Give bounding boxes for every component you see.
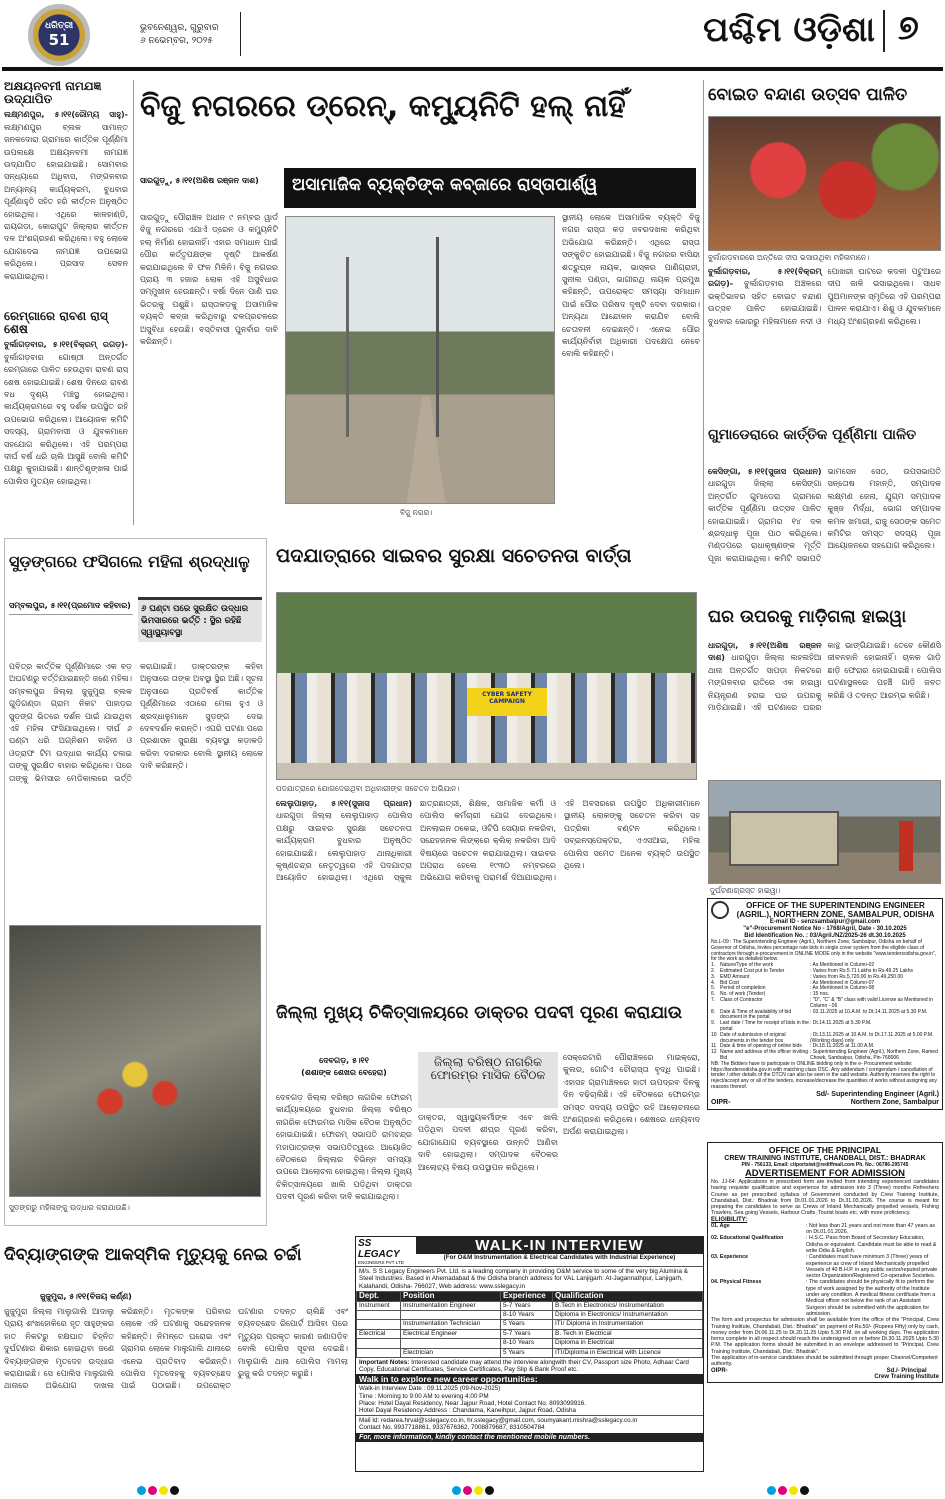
row-label: 04. Physical Fitness: [711, 1279, 762, 1286]
row-value: : Superintending Engineer (Agril.), Northern Zone, Ramed Chowk, Sambalpur, Odisha, Pin-768006: [810, 1049, 938, 1061]
eligibility-row: [711, 1254, 939, 1279]
walkin-subtitle: (For O&M Instrumentation & Electrical Candidates with Industrial Experience): [443, 1254, 676, 1261]
divyang-body: ଜୁଜୁମୁରା ଜିଲ୍ଲା ମାଲୁଗାଲି ଆଦାଲୁ ପ୍ରାୟ ଶଂଖହୋକିରେ ହୃତ ସାହୁଙ୍କର ହାତ ନିକଟରୁ ବକ୍ଷଘାତ ଚିହ୍ନିତ ଦୁର୍ଘଟଣାର ଶିକାର ହୋଇଥିବା ଜଣେ ଦିବ୍ୟାଙ୍ଗଙ୍କ ମୃତଦେହ ଉଦ୍ଧାର କରାଯାଇଛି। ସେ ପୋଲିସ ମାଲୁଗାଲି ଥାନାରେ ଅଭିଯୋଗ ଦାଖଲ କରିଛନ୍ତି। ମୃତକଙ୍କ ପରିବାର ଲୋକେ ଏହି ଘଟଣାକୁ ସନ୍ଦେହଜନକ କହିଛନ୍ତି। ନିମନ୍ତେ ଘରୋଇ ଏବଂ ଗ୍ରାମର ଲୋକେ ମାଲୁଗାଲି ଥାନାରେ ଏନେଇ ପ୍ରତିବାଦ କରିଛନ୍ତି। ପୋଲିସ ମୃତଦେହକୁ ବ୍ୟବଚ୍ଛେଦ ପାଇଁ ପଠାଇଛି। ଉପରୋକ୍ତ ଘଟଣାର ତଦନ୍ତ ଚାଲିଛି ଏବଂ ବ୍ୟବଚ୍ଛେଦ ରିପୋର୍ଟ ଆସିବା ପରେ ମୃତ୍ୟୁର ପ୍ରକୃତ କାରଣ ଜଣାପଡ଼ିବ ବୋଲି ପୋଲିସ ସୂଚନା ଦେଇଛି। ମାଲୁଗାଲି ଥାନା ପୋଲିସ ମାମଲା ରୁଜୁ କରି ତଦନ୍ତ କରୁଛି।: [4, 1307, 348, 1391]
crew-para2: The application of in-service candidates should be submitted through proper Channel/Competent authority.: [711, 1355, 938, 1368]
cyber-body: [276, 798, 700, 990]
body: ଲକ୍ଷ୍ମଣପୁର ବ୍ଲକ ସାମାନ୍ତ ଜନକଦୋରା ଗ୍ରାମରେ କାର୍ତ୍ତିକ ପୂର୍ଣ୍ଣିମା ଉପଲକ୍ଷେ ଅକ୍ଷୟନବମୀ ନାମଯଜ୍ଞ ଉଦ୍‌ଯାପିତ ହୋଇଯାଇଛି। ସୋମବାର ସନ୍ଧ୍ୟାରେ ଅଧିବାସ, ମଙ୍ଗଳବାର ଅନ୍ୟାନ୍ୟ କାର୍ଯ୍ୟକ୍ରମ, ବୁଧବାର ପୂର୍ଣ୍ଣାହୁତି ସହିତ ହରି କୀର୍ତ୍ତନ ଅନୁଷ୍ଠିତ ହୋଇଥିଲା। ଏଥିରେ କାଳହାଣ୍ଡି, ରାୟଗଡ଼ା, କୋରାପୁଟ ଜିଲ୍ଲାର କୀର୍ତ୍ତନ ଦଳ ଅଂଶଗ୍ରହଣ କରିଥିଲେ। ବହୁ ଲୋକେ ଯୋଗଦେଇ ନାମଯଜ୍ଞ ଉପଭୋଗ କରିଥିଲେ। ପ୍ରସାଦ ସେବନ କରାଯାଇଥିଲା।: [4, 122, 128, 281]
crew-sign2: Crew Training Institute: [874, 1373, 939, 1380]
section-title: ପଶ୍ଚିମ ଓଡ଼ିଶା: [703, 10, 875, 50]
row-value: : As Mentioned in Column-02: [810, 962, 875, 969]
row-label: 01. Age: [711, 1222, 730, 1229]
cyber-rally-photo: [276, 592, 697, 780]
row-value: : Varies from Rs.5,720.00 to Rs.49,250.00: [810, 973, 904, 980]
table-row: [357, 1339, 703, 1348]
boita-headline: ବୋଇତ ବନ୍ଦାଣ ଉତ୍ସବ ପାଳିତ: [708, 85, 908, 105]
cell-position: Instrumentation Engineer: [401, 1301, 501, 1310]
photo-caption: ସୁଡ଼ଙ୍ଗରୁ ମହିଳାଙ୍କୁ ଉଦ୍ଧାର କରାଯାଉଛି।: [9, 1203, 130, 1212]
doctor-body-left: ଦେବଗଡ଼ ଜିଲ୍ଲା ବରିଷ୍ଠ ନାଗରିକ ଫୋରମ୍ କାର୍ଯ୍ୟାଳୟରେ ବୁଧବାର ଜିଲ୍ଲା ବରିଷ୍ଠ ନାଗରିକ ଫୋରମର ମାସିକ ବୈଠକ ଅନୁଷ୍ଠିତ ହୋଇଯାଇଛି। ଫୋରମ୍ ସଭାପତି ରାମଚନ୍ଦ୍ର ମହାପାତ୍ରଙ୍କ ସଭାପତିତ୍ୱରେ ଆୟୋଜିତ ବୈଠକରେ ଜିଲ୍ଲାର ବିଭିନ୍ନ ସମସ୍ୟା ଉପରେ ଆଲୋଚନା ହୋଇଥିଲା। ଜିଲ୍ଲା ମୁଖ୍ୟ ଚିକିତ୍ସାଳୟରେ ଖାଲି ପଡ଼ିଥିବା ଡାକ୍ତର ପଦବୀ ପୂରଣ କରିବା ଦାବି କରାଯାଇଥିଲା।: [276, 1093, 412, 1202]
row-label: Nature/Type of the work: [720, 962, 774, 969]
logo-text: ଧରିତ୍ରୀ: [44, 21, 74, 31]
walkin-address: Hotel Dayal Residency Address : Chandama, Kaneihpur, Jajpur Road, Odisha: [359, 1407, 577, 1415]
crew-oipr: OIPR-: [711, 1367, 728, 1374]
row-label: Date of submission of original documents in the tender box: [720, 1031, 786, 1044]
cell-position: Electrical Engineer: [401, 1329, 501, 1338]
story-rasa: [4, 310, 128, 522]
boita-body: [708, 266, 941, 422]
reporter: (ଶଶାଙ୍କ ଶେଖର ବେହେରା): [301, 1068, 387, 1077]
row-label: Date & Time of availability of bid document in the portal: [720, 1008, 792, 1021]
headline: ରେମ୍‌ଗାରେ ରାବଣ ରାସ୍ ଶେଷ: [4, 309, 108, 337]
row-num: 10: [711, 1031, 717, 1038]
hyva-photo: [708, 780, 941, 884]
cyber-banner: CYBER SAFETY CAMPAIGN: [467, 688, 547, 716]
row-label: Name and address of the officer inviting Bid: [720, 1049, 809, 1061]
row-num: 9.: [711, 1020, 716, 1027]
walkin-mail: Mail Id: redarea.hrval@sslegacy.co.in, hr.sslegacy@gmail.com, soumyakant.mishra@sslegacy.co.in: [359, 1417, 638, 1425]
body: ଧାରଗୁଡ଼ା ଜିଲ୍ଲା କେସିଙ୍ଗା ଅନ୍ତର୍ଗତ ଗୁମାଡେରା ଗ୍ରାମରେ କାର୍ତ୍ତିକ ପୂର୍ଣ୍ଣିମା ଉତ୍ସବ ପାଳିତ ହୋଇଯାଇଛି। ଗ୍ରାମର ୧୪ ଦଳ ଶ୍ରଦ୍ଧାଳୁ ପୂଜା ପାଠ କରିଥିଲେ। ମଣ୍ଡପରେ ରାଧାକୃଷ୍ଣଙ୍କ ମୂର୍ତ୍ତି ପୂଜା କରାଯାଇଥିଲା। କମିଟି ସଭାପତି ଭାମସେନ ସେଠ, ଉପସଭାପତି ସନ୍ତୋଷ ମହାନ୍ତି, ସମ୍ପାଦକ ଲକ୍ଷ୍ମଣ ଜେନା, ଯୁଗ୍ମ ସମ୍ପାଦକ କୁଞ୍ଜ ମିର୍ଦ୍ଧା, ଭୋଗ ସମ୍ପାଦକ କମଳ ଖମାରୀ, ରାଜୁ ସେଠଙ୍କ ସମେତ କମିଟିର ସମସ୍ତ ସଦସ୍ୟ ପୂଜା ଆୟୋଜନରେ ସହଯୋଗ କରିଥିଲେ।: [708, 467, 941, 563]
cell-qualification: ITI/Diploma in Electrical with Licence: [553, 1348, 703, 1357]
notes-label: Important Notes:: [359, 1359, 410, 1367]
sudanga-rescue-photo: [9, 925, 261, 1197]
walkin-date: Walk-in Interview Date : 09.11.2025 (09-Nov-2025): [359, 1385, 501, 1393]
row-label: Last date / Time for receipt of bids in the portal: [720, 1020, 809, 1032]
row-label: Bid Cost: [720, 979, 739, 986]
cell-dept: [357, 1348, 401, 1357]
walkin-title: WALK-IN INTERVIEW: [416, 1237, 703, 1254]
story-sudanga: [4, 538, 267, 1226]
body: ବୁର୍ଲାଗଡ଼ବାର ଗୋଷ୍ଠୀ ଅନ୍ତର୍ଗତ ରେମ୍‌ଗାରେ ପାଳିତ ହେଉଥିବା ରାବଣ ରାସ୍ ଶେଷ ହୋଇଯାଇଛି। ଶେଷ ଦିନରେ ରାବଣ ବଧ ଦୃଶ୍ୟ ମଞ୍ଚସ୍ଥ ହୋଇଥିଲା। କାର୍ଯ୍ୟକ୍ରମରେ ବହୁ ଦର୍ଶକ ଉପସ୍ଥିତ ରହି ଉପଭୋଗ କରିଥିଲେ। ଆୟୋଜକ କମିଟି ସଦସ୍ୟ, ଗ୍ରାମବାସୀ ଓ ଯୁବକମାନେ ସହଯୋଗ କରିଥିଲେ। ଏହି ପରମ୍ପରା ଦୀର୍ଘ ବର୍ଷ ଧରି ଚାଲି ଆସୁଛି ବୋଲି କମିଟି ପକ୍ଷରୁ କୁହାଯାଇଛି। ଶାନ୍ତିଶୃଙ୍ଖଳା ପାଇଁ ପୋଲିସ ମୁତୟନ ହୋଇଥିଲା।: [4, 352, 128, 486]
cyber-photo-caption: ପଦଯାତ୍ରାରେ ଯୋଗଦେଇଥିବା ଅଧିକାରୀଙ୍କ ସଚେତନ ଅଭିଯାନ।: [276, 784, 460, 793]
col-dept: Dept.: [357, 1292, 401, 1301]
walkin-footer: For, more information, kindly contact the mentioned mobile numbers.: [356, 1433, 703, 1442]
row-value: : "D", "C" & "B" class with valid License as Mentioned in Column - 06: [810, 996, 933, 1009]
dateline: ବୁର୍ଲାଗଡ଼ବାର, ୫।୧୧(ବିକ୍ରମ୍ ରଗଡ଼)-: [4, 340, 128, 350]
logo-years: 51: [48, 31, 70, 49]
cell-position: Electrician: [401, 1348, 501, 1357]
boita-photo-caption: ବୁର୍ଲାଗଡ଼ବାରରେ ଅନ୍ତିରେ ଦୀପ ଭସାଉଥିବା ମହିଳାମାନେ।: [708, 253, 870, 262]
headline: ସୁଡ଼ଙ୍ଗରେ ଫସିଗଲେ ମହିଳା ଶ୍ରଦ୍ଧାଳୁ: [9, 552, 250, 571]
cell-qualification: B.Tech in Electronics/ Instrumentation: [553, 1301, 703, 1310]
tender-row: [711, 998, 939, 1010]
walkin-intro: M/s. S S Legacy Engineers Pvt. Ltd. is a leading company in providing O&M service to some of the very big Alumina & Steel Industries. Based in Ahemadabad & the Odisha branch address for VAL Lanjigarh: At-Jagannathpur, Lanjigarh, Kalahandi, Odisha- 766027, Web address: www.sslegacy.in: [356, 1266, 703, 1291]
tender-oipr: OIPR-: [711, 1098, 731, 1106]
doctor-body-mid: ଡାକ୍ତର, ସ୍ୱାସ୍ଥ୍ୟକର୍ମୀଙ୍କ ଏବେ ଖାଲି ପଡ଼ିଥିବା ପଦବୀ ଶୀଘ୍ର ପୂରଣ କରିବା, ଯୋଗାଯୋଗ ବ୍ୟବସ୍ଥାରେ ଉନ୍ନତି ଆଣିବା ଦାବି ହୋଇଥିଲା। ସମ୍ପାଦକ ବୈଠକର ଆଲୋଚ୍ୟ ବିଷୟ ଉପସ୍ଥାପନ କରିଥିଲେ।: [418, 1113, 558, 1172]
tender-advertisement: [707, 898, 943, 1110]
walkin-cta: Walk in to explore new career opportunities:: [356, 1374, 703, 1384]
walkin-time: Time : Morning to 9:00 AM to evening 4:00 PM: [359, 1392, 489, 1400]
dateline: ଲେଲୁପାହାଡ଼, ୫।୧୧(ସୁଜାସ ପ୍ରଧାନ): [276, 799, 412, 808]
cell-qualification: ITI/ Diploma in Instrumentation: [553, 1320, 703, 1329]
row-value: : The candidates should be physically fit to perform the type of work assigned by the authority of the Institute under any condition. A medical fitness certificate from a Medical officer not below the rank of an Assistant Surgeon should be submitted with the application for admission.: [806, 1279, 936, 1317]
cell-experience: 8-10 Years: [501, 1311, 553, 1320]
body: ଧାରଗୁଡ଼ା ଜିଲ୍ଲା ଲହଲହିଆ ଥାନା ଅନ୍ତର୍ଗତ ସାପଡ଼ା ନିକଟରେ ମଙ୍ଗଳବାର ରାତିରେ ଏକ ହାଇୱା ନିୟନ୍ତ୍ରଣ ହରାଇ ଘର ଉପରକୁ ମାଡ଼ିଯାଇଛି। ଏହି ଘଟଣାରେ ଘରର କାନ୍ଥ ଭାଙ୍ଗିଯାଇଛି। ତେବେ କୌଣସି ଜୀବନହାନି ହୋଇନାହିଁ। ଚାଳକ ଗାଡ଼ି ଛାଡ଼ି ଫେରାର ହୋଇଯାଇଛି। ପୋଲିସ ଘଟଣାସ୍ଥଳରେ ପହଞ୍ଚି ଗାଡ଼ି ଜବତ କରିଛି ଓ ତଦନ୍ତ ଆରମ୍ଭ କରିଛି।: [708, 641, 941, 713]
biju-body-right: ସ୍ଥାନୀୟ ଲୋକେ ଅସାମାଜିକ ବ୍ୟକ୍ତି ବିଜୁ ନଗର ରାସ୍ତା କଡ଼ ଜବରଦଖଲ କରିଥିବା ଅଭିଯୋଗ କରିଛନ୍ତି। ଏଥିରେ ରାସ୍ତା ସଙ୍କୁଚିତ ହୋଇଯାଇଛି। ବିଜୁ ନଗରର ବାସିନ୍ଦା ଶତ୍ରୁଘ୍ନ ନାୟକ, ଭାସ୍କର ପାଣିଗ୍ରାହୀ, ସୁନୀଲ ପଣ୍ଡା, ଭାଗୀରଥି ନାୟକ ପ୍ରମୁଖ କହିଛନ୍ତି, ଉପରୋକ୍ତ ସମସ୍ୟା ସମାଧାନ ପାଇଁ ପୌର ପରିଷଦ ଦୃଷ୍ଟି ଦେବା ଦରକାର। ଅନ୍ୟଥା ଆନ୍ଦୋଳନ କରାଯିବ ବୋଲି ଚେତାବନୀ ଦେଇଛନ୍ତି। ଏନେଇ ପୌର କାର୍ଯ୍ୟନିର୍ବାହୀ ଅଧିକାରୀ ପଦକ୍ଷେପ ନେବେ ବୋଲି କହିଛନ୍ତି।: [562, 213, 700, 359]
row-value: : H.S.C. Pass from Board of Secondary Education, Odisha or equivalent. Candidate must be able to read & write Odia & English.: [806, 1235, 937, 1254]
doctor-headline: ଜିଲ୍ଲା ମୁଖ୍ୟ ଚିକିତ୍ସାଳୟରେ ଡାକ୍ତର ପଦବୀ ପୂରଣ କରାଯାଉ: [276, 1003, 683, 1023]
crew-contact: PIN - 756133, Email: ctiportsiwt@rediffmail.com Ph. No.: 06786-295745: [741, 1162, 909, 1168]
row-value: : 15 nos.: [810, 991, 830, 998]
table-row: [357, 1320, 703, 1329]
crew-rows: [711, 1223, 939, 1317]
sslegacy-logo: SS LEGACY: [358, 1238, 400, 1260]
crew-advertisement: [707, 1142, 943, 1383]
doctor-box-title: ଜିଲ୍ଲା ବରିଷ୍ଠ ନାଗରିକ ଫୋରମ୍‌ର ମାସିକ ବୈଠକ: [418, 1052, 558, 1108]
row-num: 8.: [711, 1008, 716, 1015]
biju-photo: [285, 216, 555, 504]
row-value: : Not less than 21 years and not more than 47 years as on Dt.01.01.2026.: [806, 1222, 935, 1236]
body: ପବିତ୍ର କାର୍ତ୍ତିକ ପୂର୍ଣ୍ଣିମାରେ ଏକ ବଡ଼ ଅଘଟଣରୁ ବର୍ତ୍ତିଯାଇଛନ୍ତି ଜଣେ ମହିଳା। ସମ୍ବଲପୁର ଜିଲ୍ଲା ଜୁଜୁମୁରା ବ୍ଲକ ଗୁଡ଼ିଗଣ୍ଡା ଗ୍ରାମ ନିକଟ ପାହାଡ଼ର ସୁଡ଼ଙ୍ଗ ଭିତରେ ଦର୍ଶନ ପାଇଁ ଯାଇଥିବା ଏହି ମହିଳା ଫସିଯାଇଥିଲେ। ଦୀର୍ଘ ୬ ଘଣ୍ଟା ଧରି ଅଗ୍ନିଶମ ବାହିନୀ ଓ ଓଡ୍ରାଫ ଟିମ ଉଦ୍ଧାର କାର୍ଯ୍ୟ ଚଳାଇ ତାଙ୍କୁ ସୁରକ୍ଷିତ ବାହାର କରିଥିଲେ। ପରେ ତାଙ୍କୁ ଭିମସାର ମେଡିକାଲରେ ଭର୍ତ୍ତି କରାଯାଇଛି। ଡାକ୍ତରଙ୍କ କହିବା ଅନୁସାରେ ତାଙ୍କ ଅବସ୍ଥା ସ୍ଥିର ଅଛି। ସୂଚନା ଅନୁସାରେ ପ୍ରତିବର୍ଷ କାର୍ତ୍ତିକ ପୂର୍ଣ୍ଣିମାରେ ଏଠାରେ ମେଳା ହୁଏ ଓ ଶ୍ରଦ୍ଧାଳୁମାନେ ସୁଡ଼ଙ୍ଗ ଦେଇ ଦେବଦର୍ଶନ କରନ୍ତି। ଏପରି ଘଟଣା ପରେ ପ୍ରଶାସନ ସୁରକ୍ଷା ବ୍ୟବସ୍ଥା କଡ଼ାକଡ଼ି କରିବା ଦରକାର ବୋଲି ସ୍ଥାନୀୟ ଲୋକେ ଦାବି କରିଛନ୍ତି।: [9, 662, 263, 783]
print-registration-marks: [0, 1483, 945, 1495]
dateline: ସମ୍ବଲପୁର, ୫।୧୧(ପ୍ରମୋଦ କହିବାର): [9, 601, 133, 615]
eligibility-row: [711, 1235, 939, 1254]
boita-photo: [708, 116, 941, 251]
divyang-dateline: ଜୁଜୁମୁରା, ୫।୧୧(ବିଜୟ କର୍ଣ୍ଣ): [40, 1292, 132, 1301]
cell-qualification: Diploma in Electrical: [553, 1339, 703, 1348]
walkin-table: [356, 1291, 703, 1358]
row-value: : Dt.13.11.2025 at 10 A.M. to Dt.17.11.2025 at 5.00 P.M. (Working days) only: [810, 1031, 934, 1044]
row-label: Estimated Cost put to Tender: [720, 967, 785, 974]
issue-date: ୬ ନଭେମ୍ବର, ୨୦୨୫: [140, 36, 213, 46]
cell-position: [401, 1339, 501, 1348]
cell-dept: [357, 1320, 401, 1329]
tender-email: E-mail ID - senzsambalpur@gmail.com: [769, 919, 881, 925]
dateline: ବୁର୍ଲାଗଡ଼ବାର, ୫।୧୧(ବିକ୍ରମ୍ ରଗଡ଼)-: [708, 267, 822, 289]
crew-title2: CREW TRAINING INSTITUTE, CHANDBALI, DIST.: BHADRAK: [724, 1155, 926, 1162]
col-position: Position: [401, 1292, 501, 1301]
row-num: 5.: [711, 985, 716, 992]
cell-qualification: Diploma in Electronics/ Instrumentation: [553, 1311, 703, 1320]
row-value: : Varies from Rs.5.71 Lakhs to Rs.49.25 Lakhs: [810, 967, 914, 974]
hyva-headline: ଘର ଉପରକୁ ମାଡ଼ିଗଲା ହାଇୱା: [708, 607, 907, 627]
odisha-emblem-icon: [711, 901, 729, 919]
tender-intro: No.L-09 : The Superintending Engineer (Agril.), Northern Zone, Sambalpur, Odisha on behalf of Governor of Odisha, invites percentage rate bids in single cover system from the eligible class of contractors through e-procurement in ONLINE MODE only in the website "www.tendersodisha.gov.in", for the work as detailed below.: [711, 939, 937, 963]
row-num: 6.: [711, 991, 716, 998]
walkin-place: Place: Hotel Dayal Residency, Near Jajpur Road, Hotel Contact No. 8093099916.: [359, 1399, 587, 1407]
place-day: ଭୁବନେଶ୍ୱର, ଗୁରୁବାର: [140, 23, 219, 33]
cell-experience: 5-7 Years: [501, 1329, 553, 1338]
hyva-photo-caption: ଦୁର୍ଘଟଣାଗ୍ରସ୍ତ ହାଇୱା।: [710, 886, 781, 895]
header-rule: [2, 67, 943, 71]
tender-bid-id: Bid Identification No. : 03/Agril./NZ/2025-26 dt.30.10.2025: [744, 933, 906, 939]
tender-notice: "e"-Procurement Notice No - 1768/Agril, Date - 30.10.2025: [743, 926, 907, 932]
row-num: 11: [711, 1043, 717, 1050]
highlight-box: [138, 597, 262, 642]
cell-experience: 5 Years: [501, 1348, 553, 1357]
row-value: : As Mentioned in Column-07: [810, 979, 875, 986]
table-row: [357, 1348, 703, 1357]
gumadera-headline: ଗୁମାଡେରାରେ କାର୍ତ୍ତିକ ପୂର୍ଣ୍ଣିମା ପାଳିତ: [708, 427, 917, 443]
body: ଧାରଗୁଡ଼ା ଜିଲ୍ଲା ଲେଲୁପାହାଡ଼ ପୋଲିସ ପକ୍ଷରୁ ସାଇବର ସୁରକ୍ଷା ସଚେତନତା କାର୍ଯ୍ୟକ୍ରମ ବୁଧବାର ଅନୁଷ୍ଠିତ ହୋଇଯାଇଛି। ଲେଲୁପାହାଡ଼ ଥାନାଧିକାରୀ କୃଷ୍ଣଚନ୍ଦ୍ର ନେତୃତ୍ୱରେ ଏହି ପଦଯାତ୍ରା ଆୟୋଜିତ ହୋଇଥିଲା। ଏଥିରେ ସ୍କୁଲ ଛାତ୍ରଛାତ୍ରୀ, ଶିକ୍ଷକ, ସାମାଜିକ କର୍ମୀ ଓ ପୋଲିସ କର୍ମଚାରୀ ଯୋଗ ଦେଇଥିଲେ। ଅନଲାଇନ ଠକେଇ, ଓଟିପି ସେୟାର ନକରିବା, ସନ୍ଦେହଜନକ ଲିଙ୍କ୍‌ରେ କ୍ଲିକ୍ ନକରିବା ଆଦି ବିଷୟରେ ସଚେତନ କରାଯାଇଥିଲା। ସାଇବର ଅପରାଧ ହେଲେ ୧୯୩୦ ନମ୍ବରରେ ଅଭିଯୋଗ କରିବାକୁ ପରାମର୍ଶ ଦିଆଯାଇଥିଲା। ଏହି ଅବସରରେ ଉପସ୍ଥିତ ଅଧିକାରୀମାନେ ସ୍ଥାନୀୟ ଲୋକଙ୍କୁ ସଚେତନ କରିବା ସହ ପତ୍ରିକା ବଣ୍ଟନ କରିଥିଲେ। ସବ୍‌ଇନସ୍ପେକ୍ଟର, ଏଏସଆଇ, ମହିଳା ପୋଲିସ ସମେତ ଅନେକ ବ୍ୟକ୍ତି ଉପସ୍ଥିତ ଥିଲେ।: [276, 799, 700, 883]
highlight-1: ୬ ଘଣ୍ଟା ପରେ ସୁରକ୍ଷିତ ଉଦ୍ଧାର: [141, 604, 249, 614]
row-value: : 03.11.2025 at 10.A.M. to Dt.14.11.2025 at 5.30 P.M.: [810, 1008, 928, 1015]
dateline-header: [140, 22, 219, 48]
row-value: : Dt.18.11.2025 at 11.00 A.M.: [810, 1043, 875, 1050]
cell-dept: [357, 1339, 401, 1348]
table-row: [357, 1311, 703, 1320]
biju-subhead: ଅସାମାଜିକ ବ୍ୟକ୍ତିଙ୍କ କବ୍ଜାରେ ରାସ୍ତାପାର୍ଶ୍ୱ: [284, 168, 696, 208]
dateline: ଲକ୍ଷ୍ମଣପୁର, ୫।୧୧(ରୌମ୍ୟ ସାହୁ)-: [4, 110, 128, 120]
headline: ଅକ୍ଷୟନବମୀ ନାମଯଜ୍ଞ ଉଦ୍‌ଯାପିତ: [4, 79, 102, 107]
crew-eligibility-label: ELIGIBILITY:: [711, 1216, 748, 1223]
row-label: Date & time of opening of online bids: [720, 1043, 802, 1050]
biju-photo-caption: ବିଜୁ ନଗର।: [400, 508, 433, 517]
crew-title1: OFFICE OF THE PRINCIPAL: [768, 1145, 882, 1155]
biju-body-left: ସାରଗୁଡ଼ୁ ପୌରାଞ୍ଚଳ ଅଧୀନ ୯ ନମ୍ବର ୱାର୍ଡ ବିଜୁ ନଗରରେ ଏଯାଏଁ ଡ୍ରେନ ଓ କମ୍ୟୁନିଟି ହଲ୍ ନିର୍ମାଣ ହୋଇନାହିଁ। ଏହାର ସମାଧାନ ପାଇଁ ପୌର କର୍ତ୍ତୃପକ୍ଷଙ୍କ ଦୃଷ୍ଟି ଆକର୍ଷଣ କରାଯାଇଥିଲେ ବି ଫଳ ମିଳିନି। ବିଜୁ ନଗରର ପ୍ରାୟ ୩ ହଜାର ଲୋକ ଏହି ଅସୁବିଧାର ସମ୍ମୁଖୀନ ହେଉଛନ୍ତି। ବର୍ଷା ଦିନେ ପାଣି ଘର ଭିତରକୁ ପଶୁଛି। ରାସ୍ତାକଡ଼କୁ ଅସାମାଜିକ ବ୍ୟକ୍ତି କବ୍ଜା କରିଥିବାରୁ ଚଳପ୍ରଚଳରେ ଅସୁବିଧା ହେଉଛି। ବସ୍ତିବାସୀ ପୁନର୍ବାର ଦାବି କରିଛନ୍ତି।: [140, 213, 278, 347]
row-label: No. of work (Tender): [720, 991, 766, 998]
tender-rows: [711, 963, 939, 1062]
tender-nb: NB: The Bidders have to participate in ONLINE bidding only in the e- Procurement website: https://tendersodisha.gov.in with matching class DSC. Any addendum / corrigendum / cancellation of tender / other details of the DTCN can also be seen in the said website. Authority reserves the right to reject/accept any or all of the tenders, increase/decrease the quantities of works without assigning any reasons thereof.: [711, 1060, 937, 1090]
biju-dateline: ସାରଗୁଡ଼ୁ, ୫।୧୧(ଅଶିଷ ରଞ୍ଜନ ଦାଶ): [140, 176, 259, 185]
dateline: ଦେବଗଡ଼, ୫।୧୧: [319, 1056, 369, 1065]
row-label: EMD Amount: [720, 973, 750, 980]
tender-sign1: Sd/- Superintending Engineer (Agril.): [816, 1090, 939, 1098]
cell-qualification: B. Tech in Electrical: [553, 1329, 703, 1338]
crew-intro: No. JJ-64: Applications in prescribed form are invited from intending experienced candidates having requisite qualification and experience for admission into 3 (Three) months Refreshers Course as per prescribed syllabus of Government conducted by Crew Training Institute, Chandabali, Dist.: Bhadrak from Dt.01.01.2026 to Dt.31.03.2026. The course is meant for preparing the candidates to serve as Crews of Inland Mechanically propelled vessels, Fishing Trawlers, Sea going Vessels, Harbour Crafts, Tourist boats etc. with more proficiency.: [711, 1179, 939, 1217]
crew-para1: The form and prospectus for admission shall be available from the office of the "Principal, Crew Training Institute, Chandabali, Dist.: Bhadrak" on payment of Rs.50/- (Rupees Fifty) only by cash, money order from Dt.06.11.25 to Dt.20.11.25 Upto 5.30 P.M. on all working days. The application forms complete in all respect should reach the undersigned on or before Dt.30.11.2025 Upto 5.30 P.M. The application forms should be submitted in an envelope addressed to "Principal, Crew Training Institute, Chandabali, Dist.: Bhadrak".: [711, 1317, 939, 1355]
cell-experience: 5 Years: [501, 1320, 553, 1329]
col-qualification: Qualification: [553, 1292, 703, 1301]
gumadera-body: [708, 466, 941, 602]
walkin-advertisement: [355, 1236, 704, 1472]
row-num: 12: [711, 1049, 717, 1056]
row-label: Period of completion: [720, 985, 766, 992]
cell-experience: 8-10 Years: [501, 1339, 553, 1348]
row-num: 3.: [711, 973, 716, 980]
crew-title3: ADVERTISEMENT FOR ADMISSION: [744, 1168, 906, 1179]
walkin-phones: Contact No. 9937718861, 9337676362, 7008879687, 8310504784: [359, 1424, 545, 1432]
cell-experience: 5-7 Years: [501, 1301, 553, 1310]
hyva-body: [708, 640, 941, 776]
cell-position: Instrumentation Technician: [401, 1320, 501, 1329]
row-num: 2.: [711, 967, 716, 974]
row-label: Class of Contractor: [720, 996, 763, 1003]
eligibility-row: [711, 1279, 939, 1317]
row-label: 02. Educational Qualification: [711, 1235, 784, 1242]
dateline: କେସିଙ୍ଗା, ୫।୧୧(ସୁଜାସ ପ୍ରଧାନ): [708, 467, 822, 476]
page-number: ୭: [898, 8, 919, 48]
col-experience: Experience: [501, 1292, 553, 1301]
sslegacy-logo-sub: ENGINEERS PVT LTD: [358, 1260, 404, 1265]
tender-row: [711, 1021, 939, 1033]
row-num: 4.: [711, 979, 716, 986]
tender-title2: (AGRIL.), NORTHERN ZONE, SAMBALPUR, ODISHA: [736, 910, 935, 919]
cell-dept: Instrument: [357, 1301, 401, 1310]
eligibility-row: [711, 1223, 939, 1236]
tender-title1: OFFICE OF THE SUPERINTENDING ENGINEER: [746, 901, 925, 910]
cell-dept: Electrical: [357, 1329, 401, 1338]
table-row: [357, 1301, 703, 1310]
story-akshay: [4, 80, 128, 306]
cell-position: [401, 1311, 501, 1320]
row-num: 7.: [711, 996, 716, 1003]
divyang-headline: ଦିବ୍ୟାଙ୍ଗଙ୍କ ଆକସ୍ମିକ ମୃତ୍ୟୁକୁ ନେଇ ଚର୍ଚ୍ଚା: [4, 1245, 302, 1265]
row-num: 1.: [711, 962, 716, 969]
row-label: 03. Experience: [711, 1254, 749, 1261]
row-value: : Dt.14.11.2025 at 5.30 P.M.: [810, 1020, 872, 1027]
tender-row: [711, 1050, 939, 1062]
highlight-2: ଭିମସାରରେ ଭର୍ତ୍ତି : ସ୍ଥିର ରହିଛି ସ୍ୱାସ୍ଥ୍ୟାବସ୍ଥା: [141, 616, 242, 638]
cell-dept: [357, 1311, 401, 1320]
table-row: [357, 1329, 703, 1338]
row-value: : Candidates must have minimum 3 (Three) years of experience as crew of Inland Mechanically propelled Vessels of 40 B.H.P. in any public sector/reputed private sector Organization/Registered Co-operative Societies.: [806, 1254, 938, 1280]
dateline: ଧାରଗୁଡ଼ା, ୫।୧୧(ଅଶିଷ ରଞ୍ଜନ ଦାଶ): [708, 641, 822, 663]
notes: Interested candidate may attend the interview alongwith their CV, Passport size Photo, Adhaar Card Copy, Educational Certificates, Service Certificates, Pay Slip & Bank Proof etc.: [359, 1359, 689, 1374]
biju-headline: ବିଜୁ ନଗରରେ ଡ୍ରେନ୍, କମ୍ୟୁନିଟି ହଲ୍ ନାହିଁ: [140, 89, 626, 124]
cyber-headline: ପଦଯାତ୍ରାରେ ସାଇବର ସୁରକ୍ଷା ସଚେତନତା ବାର୍ତ୍ତା: [276, 545, 632, 567]
doctor-body-right: ସେକ୍ରେଟାରି ପୌରାଞ୍ଚଳରେ ମାଇକ୍ରୋ, କୁଲର, ଗୋଟିଏ ଚୌରାସ୍ତା ବୃଦ୍ଧି ପାଇଛି। ଏହାସହ ଗ୍ରାମାଞ୍ଚଳରେ ହାତୀ ଉପଦ୍ରବ ଦିନକୁ ଦିନ ବଢ଼ିଚାଲିଛି। ଏହି ବୈଠକରେ ଫୋରମ୍‌ର ସମସ୍ତ ସଦସ୍ୟ ଉପସ୍ଥିତ ରହି ଆଲୋଚନାରେ ଅଂଶଗ୍ରହଣ କରିଥିଲେ। ଶେଷରେ ଧନ୍ୟବାଦ ଅର୍ପଣ କରାଯାଇଥିଲା।: [563, 1053, 700, 1137]
body: ବୁର୍ଲାଗଡ଼ବାର ଅଞ୍ଚଳରେ ଭକ୍ତିଭାବର ସହିତ ବୋଇତ ବନ୍ଦାଣ ଉତ୍ସବ ପାଳିତ ହୋଇଯାଇଛି। ବୁଧବାର ଭୋରରୁ ମହିଳାମାନେ ନଦୀ ଓ ପୋଖରୀ ଘାଟରେ କଦଳୀ ପଟୁଆରେ ଦୀପ ଜାଳି ଭସାଇଥିଲେ। ସାଧବ ପୁଅମାନଙ୍କ ସ୍ମୃତିରେ ଏହି ପରମ୍ପରା ପାଳନ କରାଯାଏ। ଶିଶୁ ଓ ଯୁବକମାନେ ମଧ୍ୟ ଅଂଶଗ୍ରହଣ କରିଥିଲେ।: [708, 267, 941, 326]
masthead-logo: [28, 4, 90, 66]
crew-sign1: Sd./- Principal: [886, 1367, 927, 1374]
tender-sign2: Northern Zone, Sambalpur: [850, 1098, 939, 1106]
row-value: : As Mentioned in Column-08: [810, 985, 875, 992]
doctor-dateline: [276, 1055, 412, 1079]
